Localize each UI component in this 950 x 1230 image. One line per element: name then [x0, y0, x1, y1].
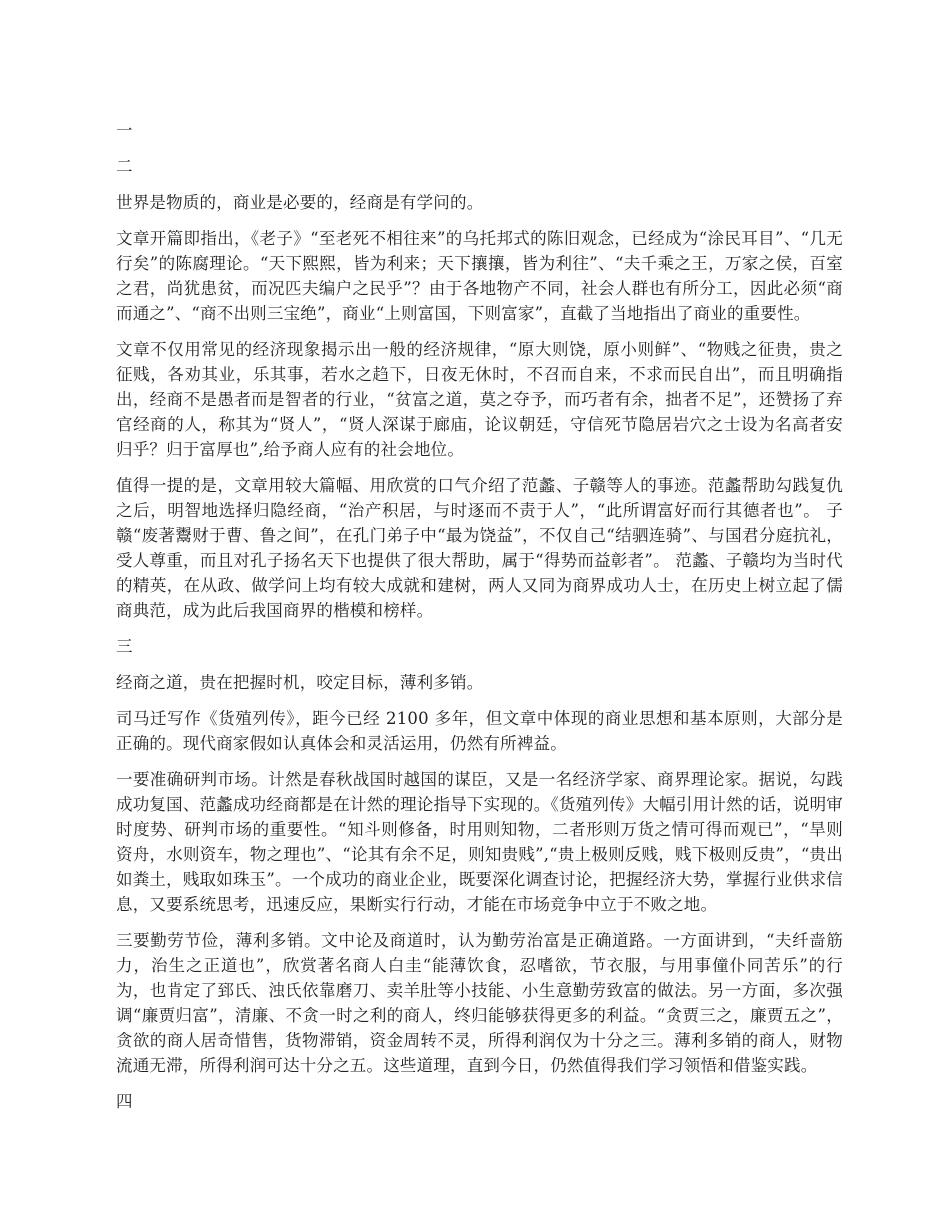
section-heading-2: 二: [116, 157, 133, 176]
section-2-thesis: 世界是物质的，商业是必要的，经商是有学问的。: [116, 193, 484, 212]
section-3-thesis: 经商之道，贵在把握时机，咬定目标，薄利多销。: [116, 673, 484, 692]
section-heading-4: 四: [116, 1092, 133, 1111]
section-heading-1: 一: [116, 121, 133, 140]
section-2-paragraph: 文章不仅用常见的经济现象揭示出一般的经济规律，“原大则饶，原小则鲜”、“物贱之征贵，贵之征贱，各劝其业，乐其事，若水之趋下，日夜无休时，不召而自来，不求而民自出”，而且明确指出，经商不是愚者而是智者的行业，“贫富之道，莫之夺予，而巧者有余，拙者不足”，还赞扬了弃官经商的人，称其为“贤人”，“贤人深谋于廊庙，论议朝廷，守信死节隐居岩穴之士设为名高者安归乎？归于富厚也”,给予商人应有的社会地位。: [116, 340, 843, 459]
section-2-paragraph: 值得一提的是，文章用较大篇幅、用欣赏的口气介绍了范蠡、子赣等人的事迹。范蠡帮助勾践复仇之后，明智地选择归隐经商，“治产积居，与时逐而不责于人”，“此所谓富好而行其德者也”。 子赣“废著鬻财于曹、鲁之间”，在孔门弟子中“最为饶益”，不仅自己“结驷连骑”、与国君分庭抗礼，受人尊重，而且对孔子扬名天下也提供了很大帮助，属于“得势而益彰者”。 范蠡、子赣均为当时代的精英，在从政、做学问上均有较大成就和建树，两人又同为商界成功人士，在历史上树立起了儒商典范，成为此后我国商界的楷模和榜样。: [116, 476, 843, 620]
section-3-paragraph: 一要准确研判市场。计然是春秋战国时越国的谋臣，又是一名经济学家、商界理论家。据说，勾践成功复国、范蠡成功经商都是在计然的理论指导下实现的。《货殖列传》大幅引用计然的话，说明审时度势、研判市场的重要性。“知斗则修备，时用则知物，二者形则万货之情可得而观已”，“旱则资舟，水则资车，物之理也”、“论其有余不足，则知贵贱”,“贵上极则反贱，贱下极则反贵”，“贵出如粪土，贱取如珠玉”。一个成功的商业企业，既要深化调查讨论，把握经济大势，掌握行业供求信息，又要系统思考，迅速反应，果断实行行动，才能在市场竞争中立于不败之地。: [116, 770, 843, 914]
document-body: [116, 118, 843, 1125]
section-heading-3: 三: [116, 637, 133, 656]
section-2-paragraph: 文章开篇即指出，《老子》“至老死不相往来”的乌托邦式的陈旧观念，已经成为“涂民耳目”、“几无行矣”的陈腐理论。“天下熙熙，皆为利来；天下攘攘，皆为利往”、“夫千乘之王，万家之侯，百室之君，尚犹患贫，而况匹夫编户之民乎”？由于各地物产不同，社会人群也有所分工，因此必须“商而通之”、“商不出则三宝绝”，商业“上则富国，下则富家”，直截了当地指出了商业的重要性。: [116, 229, 843, 323]
section-3-paragraph: 三要勤劳节俭，薄利多销。文中论及商道时，认为勤劳治富是正确道路。一方面讲到，“夫纤啬筋力，治生之正道也”，欣赏著名商人白圭“能薄饮食，忍嗜欲，节衣服，与用事僮仆同苦乐”的行为，也肯定了郅氏、浊氏依靠磨刀、卖羊肚等小技能、小生意勤劳致富的做法。另一方面，多次强调“廉贾归富”，清廉、不贪一时之利的商人，终归能够获得更多的利益。“贪贾三之，廉贾五之”，贪欲的商人居奇惜售，货物滞销，资金周转不灵，所得利润仅为十分之三。薄利多销的商人，财物流通无滞，所得利润可达十分之五。这些道理，直到今日，仍然值得我们学习领悟和借鉴实践。: [116, 931, 843, 1075]
section-3-paragraph: 司马迁写作《货殖列传》，距今已经 2100 多年，但文章中体现的商业思想和基本原则，大部分是正确的。现代商家假如认真体会和灵活运用，仍然有所裨益。: [116, 709, 843, 753]
